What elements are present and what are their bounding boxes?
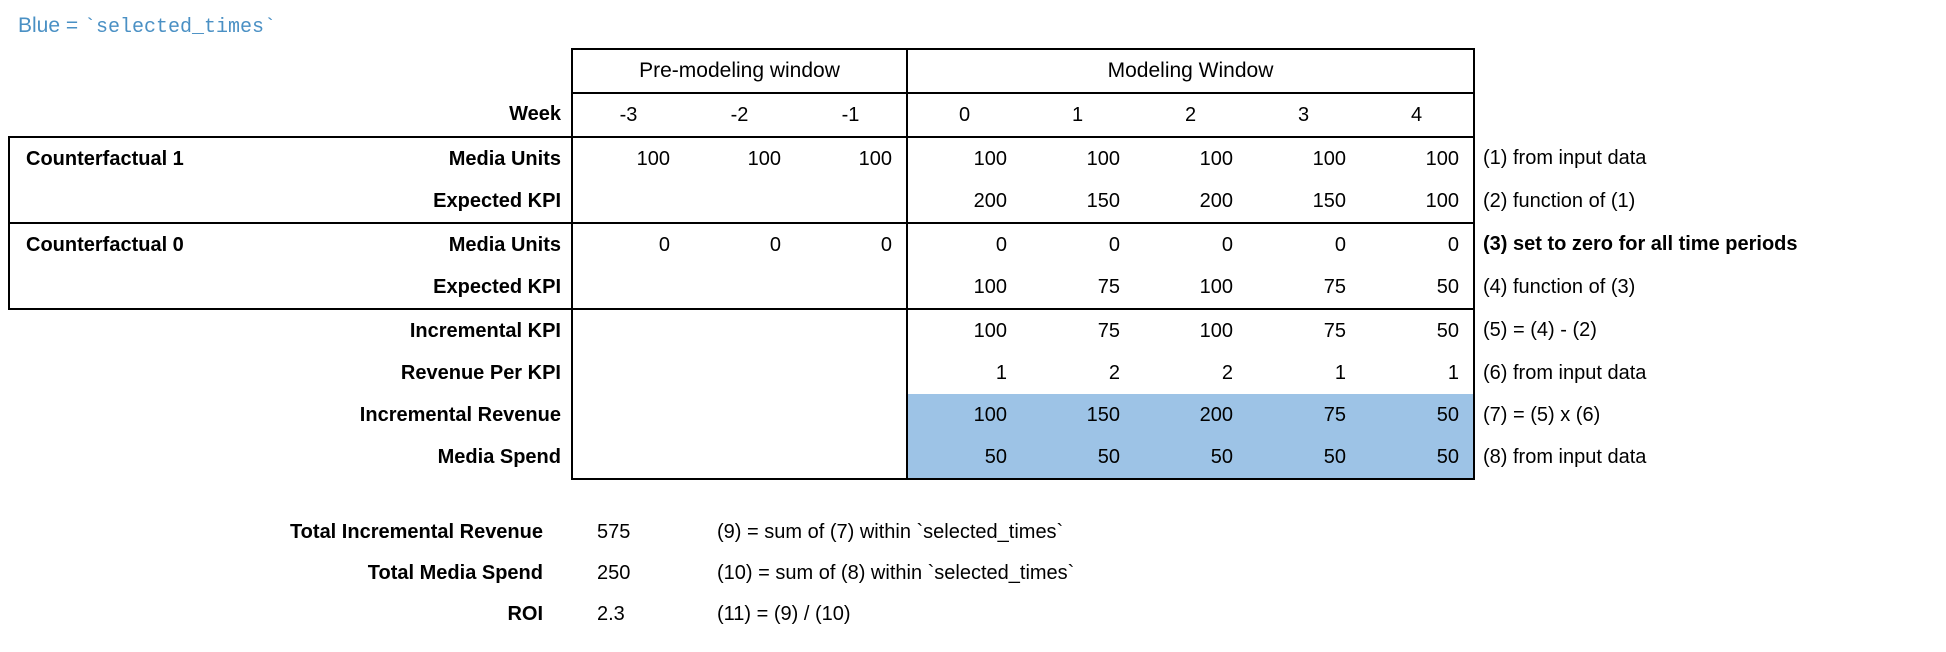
cell-mod-1: 2 [1108, 361, 1120, 384]
cell-mod-1: 75 [1097, 319, 1120, 342]
spacer-cell [301, 49, 572, 93]
row-label: Revenue Per KPI [400, 361, 561, 384]
row-note: (7) = (5) x (6) [1483, 403, 1601, 426]
grid-body [9, 49, 1914, 479]
week-pre-1: -2 [684, 93, 795, 137]
cell-mod-4: 50 [1360, 436, 1474, 479]
cell-mod-2: 100 [1134, 137, 1247, 180]
row-note: (6) from input data [1483, 361, 1647, 384]
cell-mod-2: 200 [1134, 394, 1247, 436]
summary-label: Total Media Spend [367, 562, 543, 584]
summary-row [8, 553, 1074, 594]
cell-mod-3: 150 [1312, 189, 1346, 212]
summary-label: ROI [507, 603, 543, 625]
row-group-label [9, 436, 301, 479]
cell-mod-0: 100 [907, 266, 1021, 309]
table-row [9, 436, 1914, 479]
cell-pre-0 [572, 309, 684, 352]
cell-pre-0: 0 [572, 223, 684, 266]
row-label: Incremental KPI [409, 319, 561, 342]
table-row [9, 352, 1914, 394]
spacer-cell [1474, 93, 1914, 137]
week-mod-0: 0 [907, 93, 1021, 137]
week-mod-4: 4 [1360, 93, 1474, 137]
cell-mod-0: 100 [907, 394, 1021, 436]
cell-pre-0 [572, 436, 684, 479]
row-group-label [9, 352, 301, 394]
cell-mod-0: 50 [907, 436, 1021, 479]
summary-block [8, 512, 1074, 635]
cell-pre-2 [795, 266, 907, 309]
summary-note: (11) = (9) / (10) [717, 603, 851, 625]
cell-mod-3: 100 [1247, 137, 1360, 180]
cell-mod-0: 0 [907, 223, 1021, 266]
group-header-row [9, 49, 1914, 93]
cell-pre-1: 100 [684, 137, 795, 180]
spacer-cell [9, 49, 301, 93]
row-note: (1) from input data [1483, 147, 1647, 169]
row-group-label [9, 309, 301, 352]
cell-mod-4: 50 [1360, 266, 1474, 309]
cell-pre-2: 0 [795, 223, 907, 266]
summary-value: 250 [597, 562, 631, 584]
cell-pre-1: 0 [684, 223, 795, 266]
summary-row [8, 512, 1074, 553]
row-note: (3) set to zero for all time periods [1483, 233, 1798, 255]
cell-pre-2: 100 [795, 137, 907, 180]
week-mod-2: 2 [1134, 93, 1247, 137]
cell-pre-1 [684, 266, 795, 309]
cell-pre-1 [684, 436, 795, 479]
cell-pre-0 [572, 394, 684, 436]
cell-mod-4: 50 [1360, 309, 1474, 352]
cell-mod-1: 150 [1086, 189, 1120, 212]
summary-note: (9) = sum of (7) within `selected_times` [717, 521, 1064, 543]
summary-value: 575 [597, 521, 631, 543]
cell-mod-0: 100 [973, 319, 1007, 342]
cell-mod-1: 150 [1021, 394, 1134, 436]
week-pre-2: -1 [795, 93, 907, 137]
cell-mod-4: 100 [1360, 137, 1474, 180]
row-group-label [9, 266, 301, 309]
cell-pre-2 [795, 436, 907, 479]
row-label: Media Spend [437, 446, 561, 468]
cell-pre-0 [572, 180, 684, 223]
cell-pre-2 [795, 394, 907, 436]
cell-mod-1: 0 [1021, 223, 1134, 266]
row-group-label [9, 180, 301, 223]
cell-mod-3: 75 [1247, 394, 1360, 436]
cell-mod-0: 100 [907, 137, 1021, 180]
cell-pre-0 [572, 266, 684, 309]
cell-pre-1 [684, 309, 795, 352]
cell-pre-1 [684, 352, 795, 394]
cell-mod-4: 1 [1360, 352, 1474, 394]
legend [18, 14, 276, 39]
cell-mod-2: 0 [1134, 223, 1247, 266]
cell-mod-3: 50 [1247, 436, 1360, 479]
cell-pre-2 [795, 180, 907, 223]
row-label: Media Units [301, 137, 572, 180]
row-group-label: Counterfactual 0 [9, 223, 301, 266]
cell-mod-0: 1 [995, 361, 1007, 384]
week-mod-3: 3 [1247, 93, 1360, 137]
row-group-label: Counterfactual 1 [9, 137, 301, 180]
cell-mod-3: 1 [1334, 361, 1346, 384]
cell-mod-2: 200 [1199, 189, 1233, 212]
row-note: (4) function of (3) [1483, 276, 1636, 298]
cell-mod-2: 100 [1134, 266, 1247, 309]
cell-mod-4: 50 [1360, 394, 1474, 436]
summary-label: Total Incremental Revenue [289, 521, 543, 543]
cell-pre-1 [684, 394, 795, 436]
table-row [9, 309, 1914, 352]
cell-mod-3: 0 [1247, 223, 1360, 266]
header-pre-modeling-window: Pre-modeling window [572, 49, 907, 93]
cell-pre-1 [684, 180, 795, 223]
week-mod-1: 1 [1021, 93, 1134, 137]
week-pre-0: -3 [572, 93, 684, 137]
cell-mod-3: 75 [1247, 266, 1360, 309]
cell-pre-0 [572, 352, 684, 394]
row-group-label [9, 394, 301, 436]
cell-mod-1: 100 [1021, 137, 1134, 180]
table-row [9, 223, 1914, 266]
table-row [9, 180, 1914, 223]
cell-mod-0: 200 [973, 189, 1007, 212]
cell-mod-2: 100 [1199, 319, 1233, 342]
header-modeling-window: Modeling Window [907, 49, 1474, 93]
cell-pre-2 [795, 352, 907, 394]
week-header-row [9, 93, 1914, 137]
legend-code: `selected_times` [83, 16, 276, 39]
summary-row [8, 594, 1074, 635]
cell-mod-3: 75 [1323, 319, 1346, 342]
table-row [9, 137, 1914, 180]
cell-mod-1: 75 [1021, 266, 1134, 309]
summary-body [8, 512, 1074, 635]
week-label: Week [509, 103, 561, 125]
grid-table [8, 48, 1915, 480]
cell-mod-2: 50 [1134, 436, 1247, 479]
cell-mod-1: 50 [1021, 436, 1134, 479]
row-label: Expected KPI [301, 266, 572, 309]
cell-pre-2 [795, 309, 907, 352]
spacer-cell [9, 93, 301, 137]
cell-pre-0: 100 [572, 137, 684, 180]
legend-prefix: Blue = [18, 14, 84, 37]
table-row [9, 266, 1914, 309]
row-note: (5) = (4) - (2) [1483, 319, 1597, 341]
summary-table [8, 512, 1074, 635]
summary-value: 2.3 [597, 603, 625, 625]
cell-mod-4: 0 [1360, 223, 1474, 266]
spacer-cell [1474, 49, 1914, 93]
row-label: Media Units [301, 223, 572, 266]
row-label: Incremental Revenue [359, 403, 561, 426]
cell-mod-2: 2 [1221, 361, 1233, 384]
cell-mod-4: 100 [1360, 180, 1474, 223]
summary-note: (10) = sum of (8) within `selected_times` [717, 562, 1075, 584]
row-note: (8) from input data [1483, 446, 1647, 468]
table-row [9, 394, 1914, 436]
roi-calculation-table [8, 48, 1915, 480]
row-label: Expected KPI [433, 189, 561, 212]
row-note: (2) function of (1) [1483, 190, 1636, 212]
